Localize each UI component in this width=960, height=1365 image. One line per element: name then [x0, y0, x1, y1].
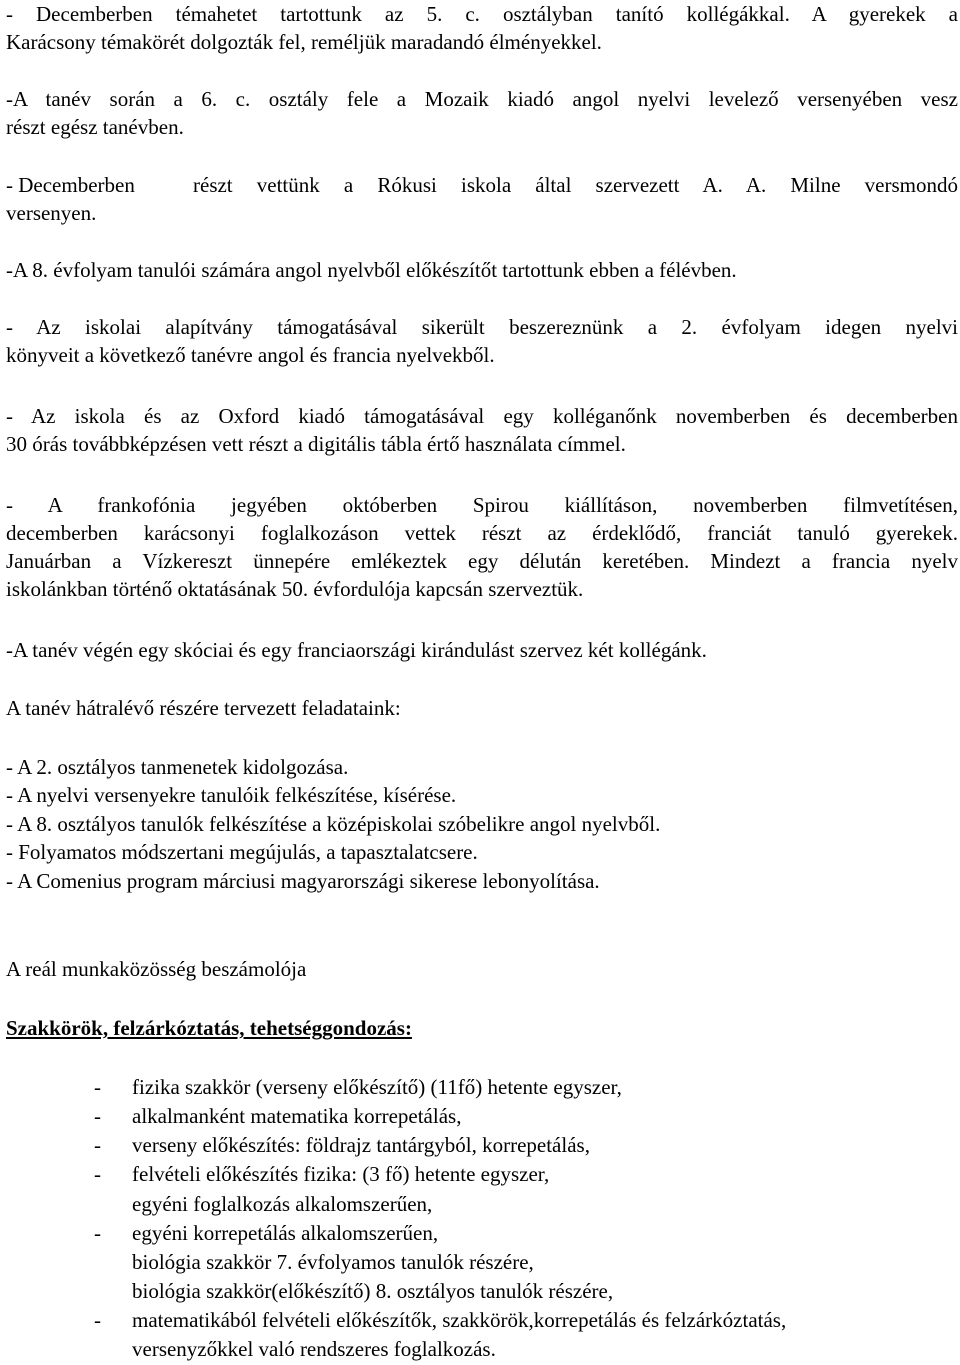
paragraph-line: - Az iskolai alapítvány támogatásával sikerült beszereznünk a 2. évfolyam idegen nyelvi	[6, 315, 958, 339]
bullet-item: egyéni korrepetálás alkalomszerűen,	[132, 1221, 439, 1245]
paragraph-line: A tanév hátralévő részére tervezett feladataink:	[6, 696, 401, 720]
section-title: A reál munkaközösség beszámolója	[6, 957, 307, 981]
bullet-item: fizika szakkör (verseny előkészítő) (11fő) hetente egyszer,	[132, 1075, 622, 1099]
paragraph-line: -A tanév során a 6. c. osztály fele a Mozaik kiadó angol nyelvi levelező versenyében vesz	[6, 87, 958, 111]
bullet-dash: -	[94, 1104, 101, 1128]
paragraph-line: - A frankofónia jegyében októberben Spirou kiállításon, novemberben filmvetítésen,	[6, 493, 958, 517]
bullet-dash: -	[94, 1162, 101, 1186]
paragraph-line: részt egész tanévben.	[6, 115, 184, 139]
bullet-item: felvételi előkészítés fizika: (3 fő) hetente egyszer,	[132, 1162, 550, 1186]
paragraph-line: könyveit a következő tanévre angol és francia nyelvekből.	[6, 343, 495, 367]
bullet-dash: -	[94, 1133, 101, 1157]
paragraph-line: -A tanév végén egy skóciai és egy franciaországi kirándulást szervez két kollégánk.	[6, 638, 707, 662]
paragraph-line-split	[6, 171, 958, 199]
bullet-item: verseny előkészítés: földrajz tantárgyból, korrepetálás,	[132, 1133, 590, 1157]
task-item: - A Comenius program márciusi magyarországi sikerese lebonyolítása.	[6, 869, 600, 893]
paragraph-fragment: - Decemberben	[6, 173, 135, 197]
bullet-continuation: biológia szakkör(előkészítő) 8. osztályos tanulók részére,	[132, 1279, 614, 1303]
bullet-continuation: biológia szakkör 7. évfolyamos tanulók részére,	[132, 1250, 534, 1274]
paragraph-line: -A 8. évfolyam tanulói számára angol nyelvből előkészítőt tartottunk ebben a félévben.	[6, 258, 737, 282]
task-item: - A nyelvi versenyekre tanulóik felkészítése, kísérése.	[6, 783, 457, 807]
bullet-item: alkalmanként matematika korrepetálás,	[132, 1104, 462, 1128]
bullet-continuation: egyéni foglalkozás alkalomszerűen,	[132, 1192, 433, 1216]
bullet-dash: -	[94, 1308, 101, 1332]
paragraph-line: - Az iskola és az Oxford kiadó támogatásával egy kolléganőnk novemberben és decemberben	[6, 404, 958, 428]
task-item: - Folyamatos módszertani megújulás, a tapasztalatcsere.	[6, 840, 478, 864]
paragraph-fragment: részt vettünk a Rókusi iskola által szervezett A. A. Milne versmondó	[193, 173, 958, 197]
bullet-dash: -	[94, 1221, 101, 1245]
paragraph-line: iskolánkban történő oktatásának 50. évfordulója kapcsán szerveztük.	[6, 577, 584, 601]
paragraph-line: versenyen.	[6, 201, 97, 225]
section-subtitle: Szakkörök, felzárkóztatás, tehetséggondozás:	[6, 1016, 412, 1040]
bullet-continuation: versenyzőkkel való rendszeres foglalkozás.	[132, 1337, 496, 1361]
paragraph-line: Januárban a Vízkereszt ünnepére emlékeztek egy délután keretében. Mindezt a francia nyelv	[6, 549, 958, 573]
paragraph-line: 30 órás továbbképzésen vett részt a digitális tábla értő használata címmel.	[6, 432, 626, 456]
paragraph-line: - Decemberben témahetet tartottunk az 5. c. osztályban tanító kollégákkal. A gyerekek a	[6, 2, 958, 26]
task-item: - A 8. osztályos tanulók felkészítése a középiskolai szóbelikre angol nyelvből.	[6, 812, 661, 836]
paragraph-line: decemberben karácsonyi foglalkozáson vettek részt az érdeklődő, franciát tanuló gyerekek.	[6, 521, 958, 545]
bullet-item: matematikából felvételi előkészítők, szakkörök,korrepetálás és felzárkóztatás,	[132, 1308, 787, 1332]
task-item: - A 2. osztályos tanmenetek kidolgozása.	[6, 755, 349, 779]
bullet-dash: -	[94, 1075, 101, 1099]
paragraph-line: Karácsony témakörét dolgozták fel, reméljük maradandó élményekkel.	[6, 30, 602, 54]
